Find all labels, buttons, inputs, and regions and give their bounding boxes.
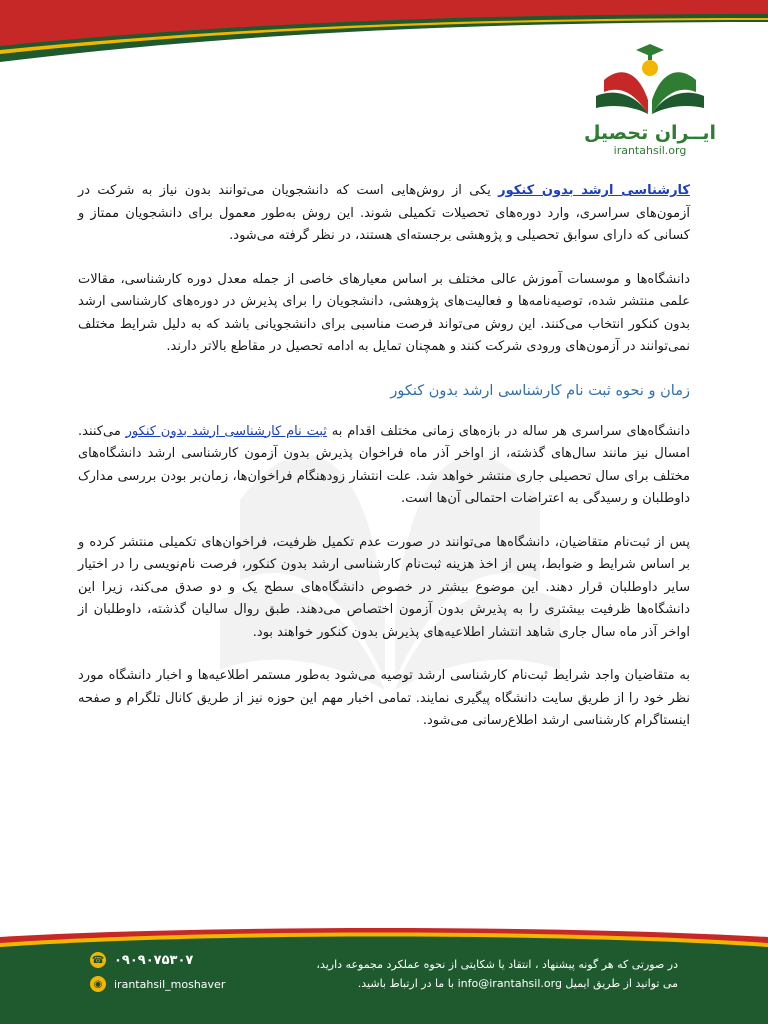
logo-name-fa: ایــران تحصیل <box>583 122 717 144</box>
site-logo <box>580 40 720 155</box>
paragraph-registration-after: می‌کنند. امسال نیز مانند سال‌های گذشته، از اواخر آذر ماه فراخوان پذیرش بدون آزمون کارشناسی ارشد دانشگاه‌های مختلف برای سال تحصیلی جاری منتشر خواهد شد. علت انتشار زودهنگام فراخوان‌ها، زمان‌بر بودن بررسی مدارک داوطلبان و رسیدگی به اعتراضات احتمالی آن‌ها است. <box>78 423 690 506</box>
instagram-handle: irantahsil_moshaver <box>114 977 226 991</box>
footer-contact-text <box>298 955 678 993</box>
instagram-icon: ◉ <box>90 976 106 992</box>
phone-number: ۰۹۰۹۰۷۵۳۰۷ <box>114 952 194 968</box>
paragraph-registration-before: دانشگاه‌های سراسری هر ساله در بازه‌های زمانی مختلف اقدام به <box>326 423 690 439</box>
paragraph-criteria: دانشگاه‌ها و موسسات آموزش عالی مختلف بر اساس معیارهای خاصی از جمله معدل دوره کارشناسی، مقالات علمی منتشر شده، توصیه‌نامه‌ها و فعالیت‌های پژوهشی، دانشجویان را برای پذیرش در دوره‌های کارشناسی ارشد بدون کنکور انتخاب می‌کنند. این روش می‌تواند فرصت مناسبی برای دانشجویانی باشد که به دلیل شرایط مختلف نمی‌توانند در آزمون‌های ورودی شرکت کنند و همچنان تمایل به ادامه تحصیل در مقاطع بالاتر دارند. <box>78 271 690 354</box>
phone-icon: ☎ <box>90 952 106 968</box>
paragraph-advice: به متقاضیان واجد شرایط ثبت‌نام کارشناسی ارشد توصیه می‌شود به‌طور مستمر اطلاعیه‌ها و اخبار دانشگاه مورد نظر خود را از طریق سایت دانشگاه پیگیری نمایند. تمامی اخبار مهم این حوزه نیز از طریق کانال تلگرام و صفحه اینستاگرام کارشناسی ارشد اطلاع‌رسانی می‌شود. <box>78 668 690 728</box>
footer-line-2: می توانید از طریق ایمیل info@irantahsil.org با ما در ارتباط باشید. <box>357 977 678 990</box>
footer-instagram[interactable] <box>90 976 225 992</box>
section-heading: زمان و نحوه ثبت نام کارشناسی ارشد بدون کنکور <box>390 382 690 399</box>
footer-phone[interactable] <box>90 952 193 968</box>
footer-line-1: در صورتی که هر گونه پیشنهاد ، انتقاد یا شکایتی از نحوه عملکرد مجموعه دارید، <box>316 958 678 971</box>
link-masters-without-exam[interactable]: کارشناسی ارشد بدون کنکور <box>498 183 690 198</box>
paragraph-intro <box>78 180 690 248</box>
logo-name-en: irantahsil.org <box>613 144 687 157</box>
paragraph-registration <box>78 421 690 511</box>
paragraph-supplementary: پس از ثبت‌نام متقاضیان، دانشگاه‌ها می‌توانند در صورت عدم تکمیل ظرفیت، فراخوان‌های تکمیلی منتشر کرده و بر اساس شرایط و ضوابط، پس از اخذ هزینه ثبت‌نام کارشناسی ارشد بدون کنکور، فرصت نام‌نویسی را در اختیار سایر داوطلبان قرار دهند. این موضوع بیشتر در خصوص دانشگاه‌های سطح یک و دو صدق می‌کند، زیرا این دانشگاه‌ها ظرفیت بیشتری را به پذیرش بدون آزمون اختصاص می‌دهند. طبق روال سالیان گذشته، داوطلبان از اواخر آذر ماه سال جاری شاهد انتشار اطلاعیه‌های پذیرش بدون کنکور خواهند بود. <box>78 534 690 640</box>
article-body <box>78 180 690 754</box>
graduation-book-icon <box>590 40 710 120</box>
paragraph-intro-text: یکی از روش‌هایی است که دانشجویان می‌توانند بدون نیاز به شرکت در آزمون‌های سراسری، وارد دوره‌های تحصیلات تکمیلی شوند. این روش به‌طور معمول برای دانشجویان ممتاز و کسانی که دارای سوابق تحصیلی و پژوهشی برجسته‌ای هستند، در نظر گرفته می‌شود. <box>78 183 690 243</box>
link-registration[interactable]: ثبت نام کارشناسی ارشد بدون کنکور <box>125 423 327 439</box>
